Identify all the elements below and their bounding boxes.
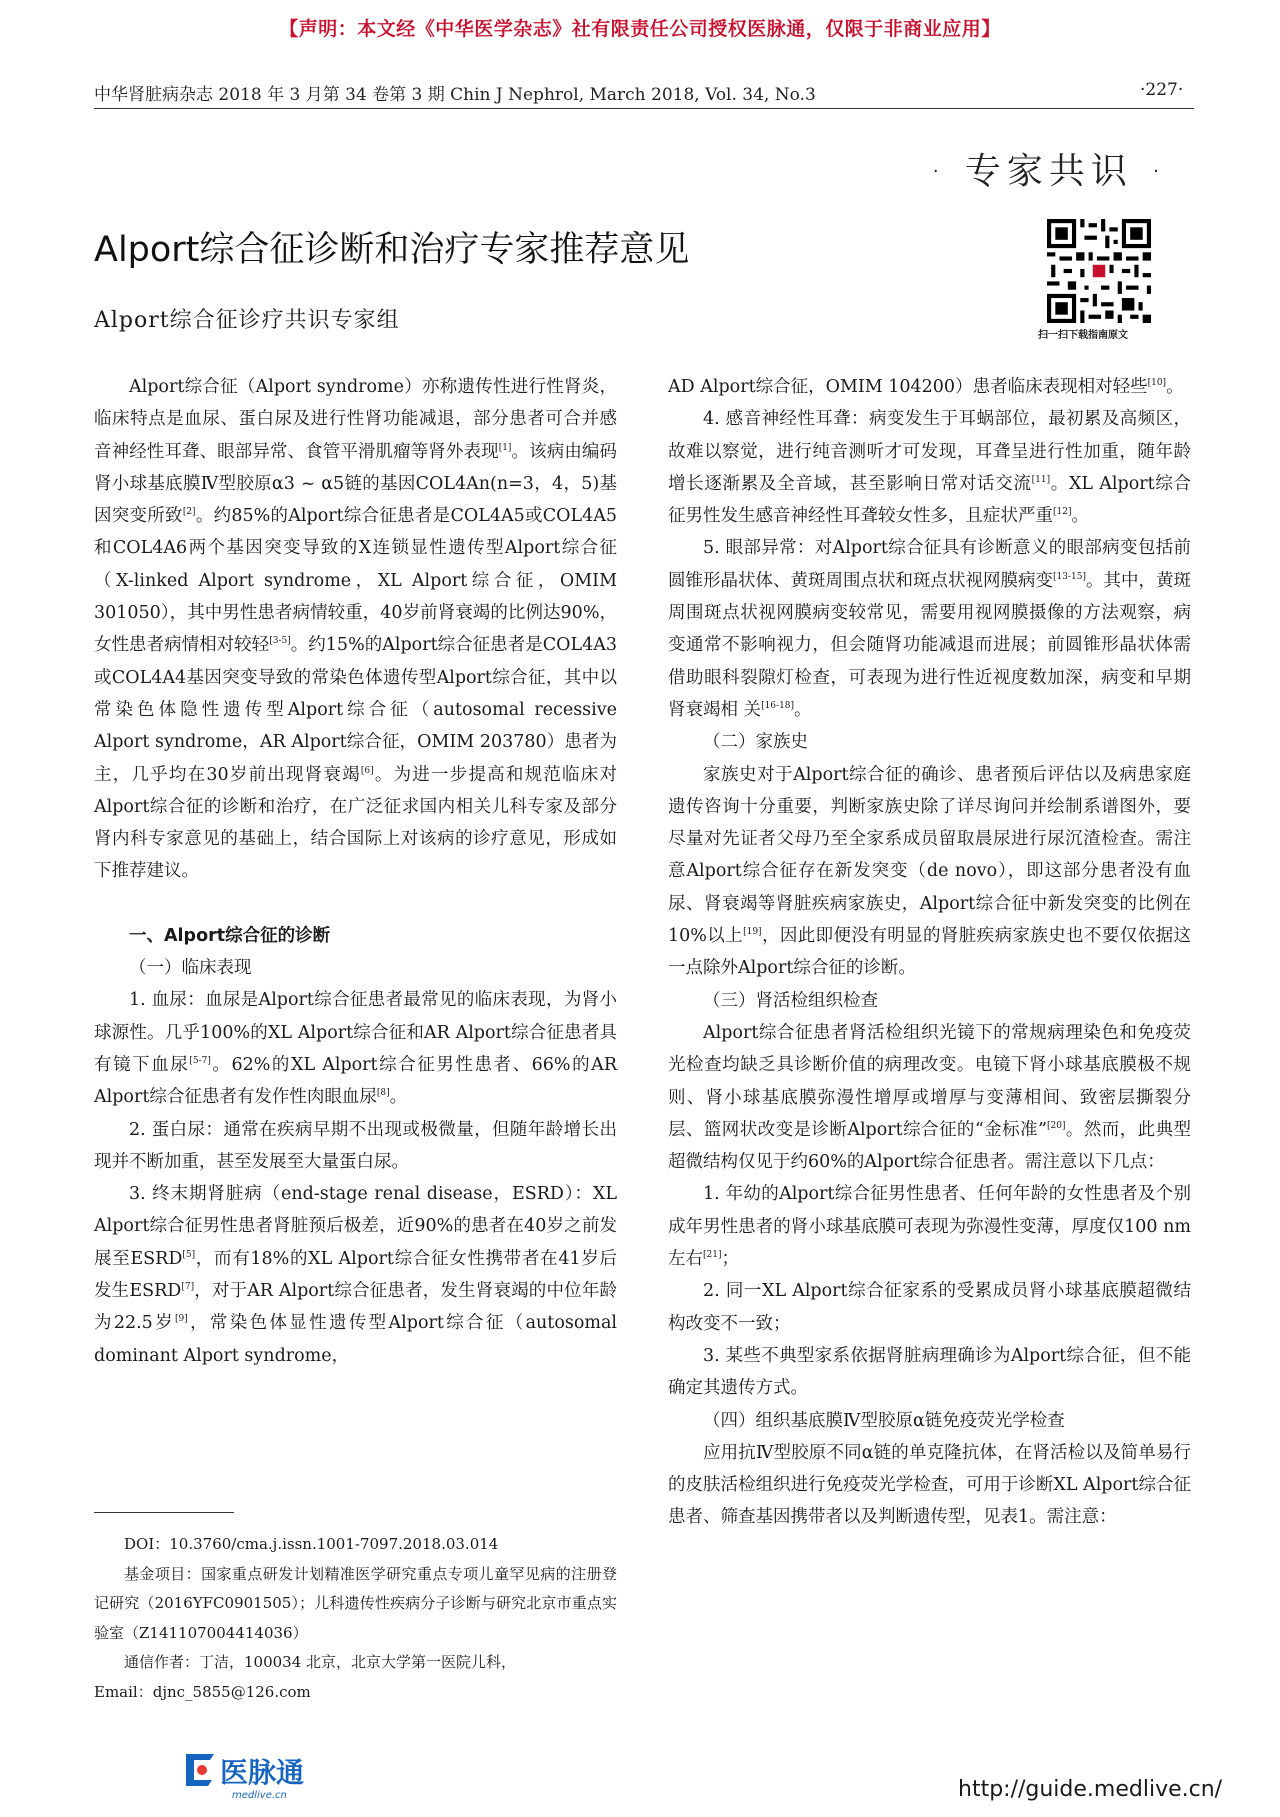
- footnote-email: Email：djnc_5855@126.com: [94, 1682, 311, 1701]
- footer-url[interactable]: http://guide.medlive.cn/: [958, 1777, 1223, 1802]
- footnote-doi: DOI：10.3760/cma.j.issn.1001-7097.2018.03.014: [124, 1535, 499, 1553]
- article-authors: Alport综合征诊疗共识专家组: [94, 308, 400, 333]
- paragraph-esrd: 3. 终末期肾脏病（end-stage renal disease，ESRD）：XL Alport综合征男性患者肾脏预后极差，近90%的患者在40岁之前发展至ESRD[5]，而有18%的XL Alport综合征女性携带者在41岁后发生ESRD[7]，对于AR Alport综合征患者，发生肾衰竭的中位年龄为22.5岁[9]，常染色体显性遗传型Alport综合征（autosomal dominant Alport syndrome，: [94, 1184, 617, 1366]
- subsection-family-history: （二）家族史: [703, 732, 808, 753]
- left-column: [94, 371, 617, 1372]
- subsection-immunofluorescence: （四）组织基底膜Ⅳ型胶原α链免疫荧光学检查: [703, 1410, 1065, 1431]
- subsection-clinical: （一）临床表现: [129, 958, 252, 979]
- paragraph-deafness: 4. 感音神经性耳聋：病变发生于耳蜗部位，最初累及高频区，故难以察觉，进行纯音测听才可发现，耳聋呈进行性加重，随年龄增长逐渐累及全音域，甚至影响日常对话交流[11]。XL Alport综合征男性发生感音神经性耳聋较女性多，且症状严重[12]。: [668, 409, 1192, 527]
- paragraph-biopsy-note-2: 2. 同一XL Alport综合征家系的受累成员肾小球基底膜超微结构改变不一致；: [668, 1281, 1191, 1334]
- paragraph-biopsy: Alport综合征患者肾活检组织光镜下的常规病理染色和免疫荧光检查均缺乏具诊断价值的病理改变。电镜下肾小球基底膜极不规则、肾小球基底膜弥漫性增厚或增厚与变薄相间、致密层撕裂分层、篮网状改变是诊断Alport综合征的“金标准”[20]。然而，此典型超微结构仅见于约60%的Alport综合征患者。需注意以下几点：: [668, 1022, 1191, 1173]
- medlive-logo[interactable]: [180, 1744, 320, 1802]
- header-rule: [94, 108, 1194, 109]
- paragraph-immunofluorescence: 应用抗Ⅳ型胶原不同α链的单克隆抗体，在肾活检以及简单易行的皮肤活检组织进行免疫荧光学检查，可用于诊断XL Alport综合征患者、筛查基因携带者以及判断遗传型，见表1。需注意：: [668, 1442, 1191, 1528]
- paragraph-hematuria: 1. 血尿：血尿是Alport综合征患者最常见的临床表现，为肾小球源性。几乎100%的XL Alport综合征和AR Alport综合征患者具有镜下血尿[5-7]。62%的XL Alport综合征男性患者、66%的AR Alport综合征患者有发作性肉眼血尿[8]。: [94, 990, 617, 1108]
- footnotes: [94, 1530, 617, 1707]
- qr-code-icon[interactable]: [1047, 219, 1151, 323]
- paragraph-ocular: 5. 眼部异常：对Alport综合征具有诊断意义的眼部病变包括前圆锥形晶状体、黄斑周围点状和斑点状视网膜病变[13-15]。其中，黄斑周围斑点状视网膜病变较常见，需要用视网膜摄像的方法观察，病变通常不影响视力，但会随肾功能减退而进展；前圆锥形晶状体需借助眼科裂隙灯检查，可表现为进行性近视度数加深，病变和早期肾衰竭相 关[16-18]。: [668, 538, 1192, 720]
- article-title: Alport综合征诊断和治疗专家推荐意见: [94, 230, 690, 270]
- subsection-biopsy: （三）肾活检组织检查: [703, 990, 878, 1011]
- section-heading-diagnosis: 一、Alport综合征的诊断: [129, 925, 331, 946]
- footnote-correspondence: 通信作者：丁洁，100034 北京，北京大学第一医院儿科，: [124, 1653, 517, 1671]
- right-column: [668, 371, 1191, 1534]
- copyright-notice: 【声明：本文经《中华医学杂志》社有限责任公司授权医脉通，仅限于非商业应用】: [279, 18, 1001, 40]
- paragraph-proteinuria: 2. 蛋白尿：通常在疾病早期不出现或极微量，但随年龄增长出现并不断加重，甚至发展至大量蛋白尿。: [94, 1119, 617, 1172]
- footnote-rule: [94, 1512, 234, 1513]
- paragraph-biopsy-note-3: 3. 某些不典型家系依据肾脏病理确诊为Alport综合征，但不能确定其遗传方式。: [668, 1345, 1191, 1399]
- intro-paragraph: Alport综合征（Alport syndrome）亦称遗传性进行性肾炎，临床特点是血尿、蛋白尿及进行性肾功能减退，部分患者可合并感音神经性耳聋、眼部异常、食管平滑肌瘤等肾外表现[1]。该病由编码肾小球基底膜Ⅳ型胶原α3 ~ α5链的基因COL4An(n=3，4，5)基因突变所致[2]。约85%的Alport综合征患者是COL4A5或COL4A5和COL4A6两个基因突变导致的X连锁显性遗传型Alport综合征（X-linked Alport syndrome，XL Alport综合征，OMIM 301050），其中男性患者病情较重，40岁前肾衰竭的比例达90%，女性患者病情相对较轻[3-5]。约15%的Alport综合征患者是COL4A3或COL4A4基因突变导致的常染色体遗传型Alport综合征，其中以常染色体隐性遗传型Alport综合征（autosomal recessive Alport syndrome，AR Alport综合征，OMIM 203780）患者为主，几乎均在30岁前出现肾衰竭[6]。为进一步提高和规范临床对Alport综合征的诊断和治疗，在广泛征求国内相关儿科专家及部分肾内科专家意见的基础上，结合国际上对该病的诊疗意见，形成如下推荐建议。: [94, 377, 618, 882]
- paragraph-biopsy-note-1: 1. 年幼的Alport综合征男性患者、任何年龄的女性患者及个别成年男性患者的肾小球基底膜可表现为弥漫性变薄，厚度仅100 nm左右[21]；: [668, 1184, 1191, 1270]
- qr-caption: 扫一扫下载指南原文: [1038, 330, 1128, 341]
- section-tag: · 专家共识 ·: [930, 151, 1168, 192]
- logo-text: 医脉通: [220, 1756, 305, 1789]
- footnote-fund: 基金项目：国家重点研发计划精准医学研究重点专项儿童罕见病的注册登记研究（2016YFC0901505）；儿科遗传性疾病分子诊断与研究北京市重点实验室（Z141107004414036）: [94, 1564, 617, 1642]
- logo-subtext: medlive.cn: [232, 1790, 287, 1801]
- journal-header: 中华肾脏病杂志 2018 年 3 月第 34 卷第 3 期 Chin J Nephrol, March 2018, Vol. 34, No.3: [94, 85, 816, 105]
- paragraph-family-history: 家族史对于Alport综合征的确诊、患者预后评估以及病患家庭遗传咨询十分重要，判断家族史除了详尽询问并绘制系谱图外，要尽量对先证者父母乃至全家系成员留取晨尿进行尿沉渣检查。需注意Alport综合征存在新发突变（de novo），即这部分患者没有血尿、肾衰竭等肾脏疾病家族史，Alport综合征中新发突变的比例在10%以上[19]，因此即便没有明显的肾脏疾病家族史也不要仅依据这一点除外Alport综合征的诊断。: [668, 764, 1191, 979]
- paragraph-continued: AD Alport综合征，OMIM 104200）患者临床表现相对轻些[10]。: [668, 377, 1184, 397]
- page-number: ·227·: [1140, 80, 1184, 100]
